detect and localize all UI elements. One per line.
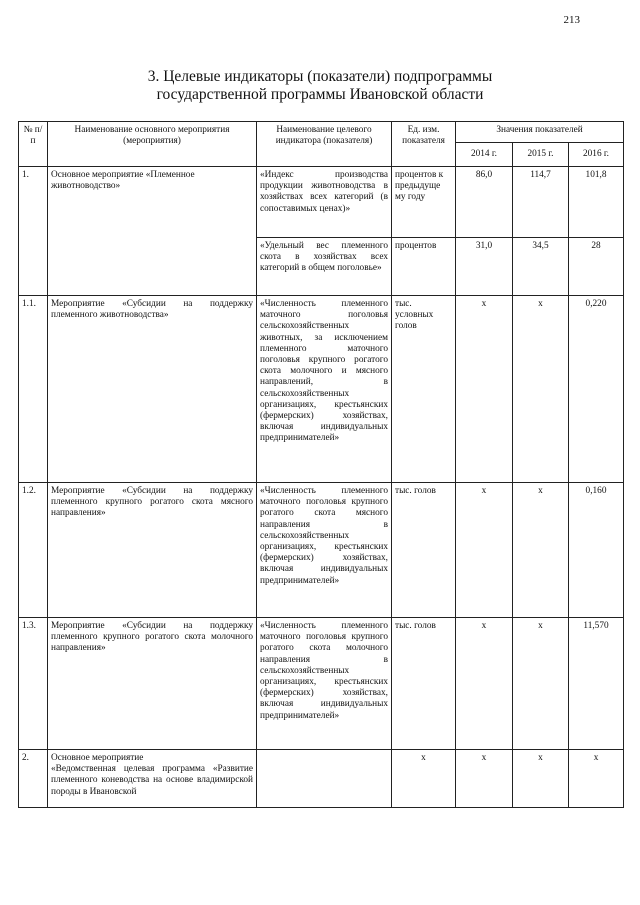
row-measure: Основное мероприятие «Племенное животноводство» — [48, 167, 257, 296]
header-2016: 2016 г. — [569, 143, 624, 167]
row-unit: х — [392, 750, 456, 808]
row-indicator: «Численность племенного маточного поголовья крупного рогатого скота мясного направления в сельскохозяйственных организациях, крестьянских (фермерских) хозяйствах, включая индивидуальных предпринимателей» — [257, 483, 392, 618]
row-measure-line-1: Основное мероприятие — [51, 753, 144, 763]
table-row — [19, 483, 624, 618]
row-value-2014: х — [456, 618, 513, 750]
row-indicator: «Удельный вес племенного скота в хозяйствах всех категорий в общем поголовье» — [257, 238, 392, 296]
header-2015: 2015 г. — [513, 143, 569, 167]
row-value-2014: х — [456, 750, 513, 808]
row-num: 2. — [19, 750, 48, 808]
row-measure — [48, 750, 257, 808]
row-indicator: «Численность племенного маточного поголовья крупного рогатого скота молочного направления в сельскохозяйственных организациях, крестьянских (фермерских) хозяйствах, включая индивидуальных предпринимателей» — [257, 618, 392, 750]
header-values: Значения показателей — [456, 122, 624, 143]
row-value-2015: х — [513, 296, 569, 483]
row-value-2014: х — [456, 483, 513, 618]
row-measure: Мероприятие «Субсидии на поддержку племенного крупного рогатого скота мясного направления» — [48, 483, 257, 618]
title-line-2: государственной программы Ивановской области — [156, 86, 484, 103]
table-row — [19, 750, 624, 808]
title-line-1: 3. Целевые индикаторы (показатели) подпрограммы — [147, 68, 493, 85]
row-value-2016: 11,570 — [569, 618, 624, 750]
row-indicator: «Численность племенного маточного поголовья сельскохозяйственных животных, за исключением племенного маточного поголовья крупного рогатого скота молочного и мясного направлений, в сельскохозяйственных организациях, крестьянских (фермерских) хозяйствах, включая индивидуальных предпринимателей» — [257, 296, 392, 483]
row-measure: Мероприятие «Субсидии на поддержку племенного животноводства» — [48, 296, 257, 483]
row-unit: тыс. условных голов — [392, 296, 456, 483]
row-num: 1.3. — [19, 618, 48, 750]
row-value-2016: 0,160 — [569, 483, 624, 618]
header-unit: Ед. изм. показателя — [392, 122, 456, 167]
row-num: 1.2. — [19, 483, 48, 618]
indicators-table — [18, 121, 624, 808]
row-value-2016: х — [569, 750, 624, 808]
row-indicator: «Индекс производства продукции животноводства в хозяйствах всех категорий (в сопоставимых ценах)» — [257, 167, 392, 238]
row-unit: процентов к предыдуще му году — [392, 167, 456, 238]
row-value-2015: х — [513, 750, 569, 808]
table-row — [19, 618, 624, 750]
row-indicator — [257, 750, 392, 808]
page-title — [0, 68, 640, 104]
row-num: 1.1. — [19, 296, 48, 483]
row-measure: Мероприятие «Субсидии на поддержку племенного крупного рогатого скота молочного направления» — [48, 618, 257, 750]
header-2014: 2014 г. — [456, 143, 513, 167]
row-unit: процентов — [392, 238, 456, 296]
row-unit: тыс. голов — [392, 618, 456, 750]
table-row — [19, 296, 624, 483]
row-value-2016: 28 — [569, 238, 624, 296]
table-row — [19, 167, 624, 238]
header-num: № п/п — [19, 122, 48, 167]
header-row — [19, 122, 624, 143]
row-value-2014: 86,0 — [456, 167, 513, 238]
header-measure: Наименование основного мероприятия (мероприятия) — [48, 122, 257, 167]
row-measure-rest: «Ведомственная целевая программа «Развитие племенного коневодства на основе владимирской породы в Ивановской — [51, 764, 253, 797]
row-value-2016: 101,8 — [569, 167, 624, 238]
row-value-2016: 0,220 — [569, 296, 624, 483]
row-value-2014: х — [456, 296, 513, 483]
header-indicator: Наименование целевого индикатора (показателя) — [257, 122, 392, 167]
row-value-2015: 114,7 — [513, 167, 569, 238]
row-value-2015: х — [513, 483, 569, 618]
row-value-2015: 34,5 — [513, 238, 569, 296]
row-num: 1. — [19, 167, 48, 296]
page-number: 213 — [563, 14, 580, 26]
row-unit: тыс. голов — [392, 483, 456, 618]
row-value-2014: 31,0 — [456, 238, 513, 296]
row-value-2015: х — [513, 618, 569, 750]
